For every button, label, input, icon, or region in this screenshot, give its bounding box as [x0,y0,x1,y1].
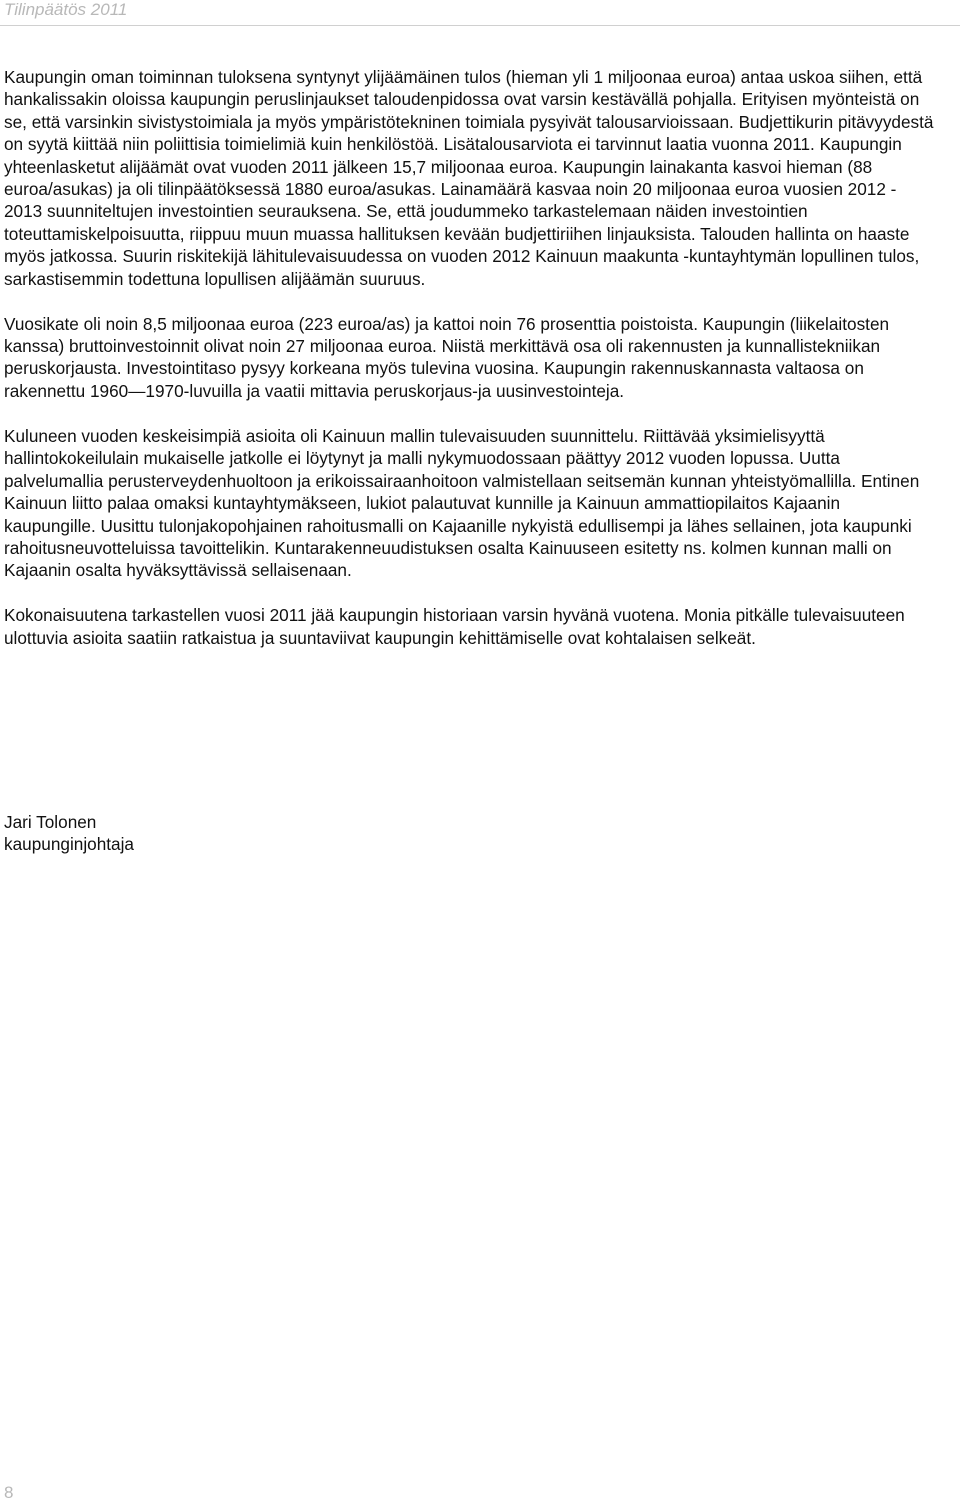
running-header: Tilinpäätös 2011 [4,0,128,19]
paragraph: Kokonaisuutena tarkastellen vuosi 2011 jää kaupungin historiaan varsin hyvänä vuotena. Monia pitkälle tulevaisuuteen ulottuvia asioita saatiin ratkaistua ja suuntaviivat kaupungin kehittämiselle ovat kohtalaisen selkeät. [4,605,905,648]
body-text [4,66,934,672]
signature-block [4,811,134,856]
header-divider [0,25,960,26]
signatory-title: kaupunginjohtaja [4,834,134,855]
paragraph: Kuluneen vuoden keskeisimpiä asioita oli Kainuun mallin tulevaisuuden suunnittelu. Riittävää yksimielisyyttä hallintokokeilulain mukaiselle jatkolle ei löytynyt ja malli nykymuodossaan päättyy 2012 vuoden lopussa. Uutta palvelumallia perusterveydenhuoltoon ja erikoissairaanhoitoon valmistellaan seitsemän kunnan yhteistyömallilla. Entinen Kainuun liitto palaa omaksi kuntayhtymäkseen, lukiot palautuvat kunnille ja Kainuun ammattiopilaitos Kajaanin kaupungille. Uusittu tulonjakopohjainen rahoitusmalli on Kajaanille nykyistä edullisempi ja lähes sellainen, jota kaupunki rahoitusneuvotteluissa tavoittelikin. Kuntarakenneuudistuksen osalta Kainuuseen esitetty ns. kolmen kunnan malli on Kajaanin osalta hyväksyttävissä sellaisenaan. [4,425,920,581]
paragraph: Vuosikate oli noin 8,5 miljoonaa euroa (223 euroa/as) ja kattoi noin 76 prosenttia poistoista. Kaupungin (liikelaitosten kanssa) bruttoinvestoinnit olivat noin 27 miljoonaa euroa. Niistä merkittävä osa oli rakennusten ja kunnallistekniikan peruskorjausta. Investointitaso pysyy korkeana myös tulevina vuosina. Kaupungin rakennuskannasta valtaosa on rakennettu 1960—1970-luvuilla ja vaatii mittavia peruskorjaus-ja uusinvestointeja. [4,313,890,401]
page-number: 8 [4,1483,14,1502]
paragraph: Kaupungin oman toiminnan tuloksena syntynyt ylijäämäinen tulos (hieman yli 1 miljoonaa euroa) antaa uskoa siihen, että hankalissakin oloissa kaupungin peruslinjaukset taloudenpidossa ovat varsin kestävällä pohjalla. Erityisen myönteistä on se, että varsinkin sivistystoimiala ja myös ympäristötekninen toimiala pysyivät talousarvioissaan. Budjettikurin pitävyydestä on syytä kiittää niin poliittisia toimielimiä kuin henkilöstöä. Lisätalousarviota ei tarvinnut laatia vuonna 2011. Kaupungin yhteenlasketut alijäämät ovat vuoden 2011 jälkeen 15,7 miljoonaa euroa. Kaupungin lainakanta kasvoi hieman (88 euroa/asukas) ja oli tilinpäätöksessä 1880 euroa/asukas. Lainamäärä kasvaa noin 20 miljoonaa euroa vuosien 2012 - 2013 suunniteltujen investointien seurauksena. Se, että joudummeko tarkastelemaan näiden investointien toteuttamiskelpoisuutta, riippuu muun muassa hallituksen kevään budjettiriihen linjauksista. Talouden hallinta on haaste myös jatkossa. Suurin riskitekijä lähitulevaisuudessa on vuoden 2012 Kainuun maakunta -kuntayhtymän lopullinen tulos, sarkastisemmin todettuna lopullisen alijäämän suuruus. [4,67,934,289]
signatory-name: Jari Tolonen [4,812,97,832]
